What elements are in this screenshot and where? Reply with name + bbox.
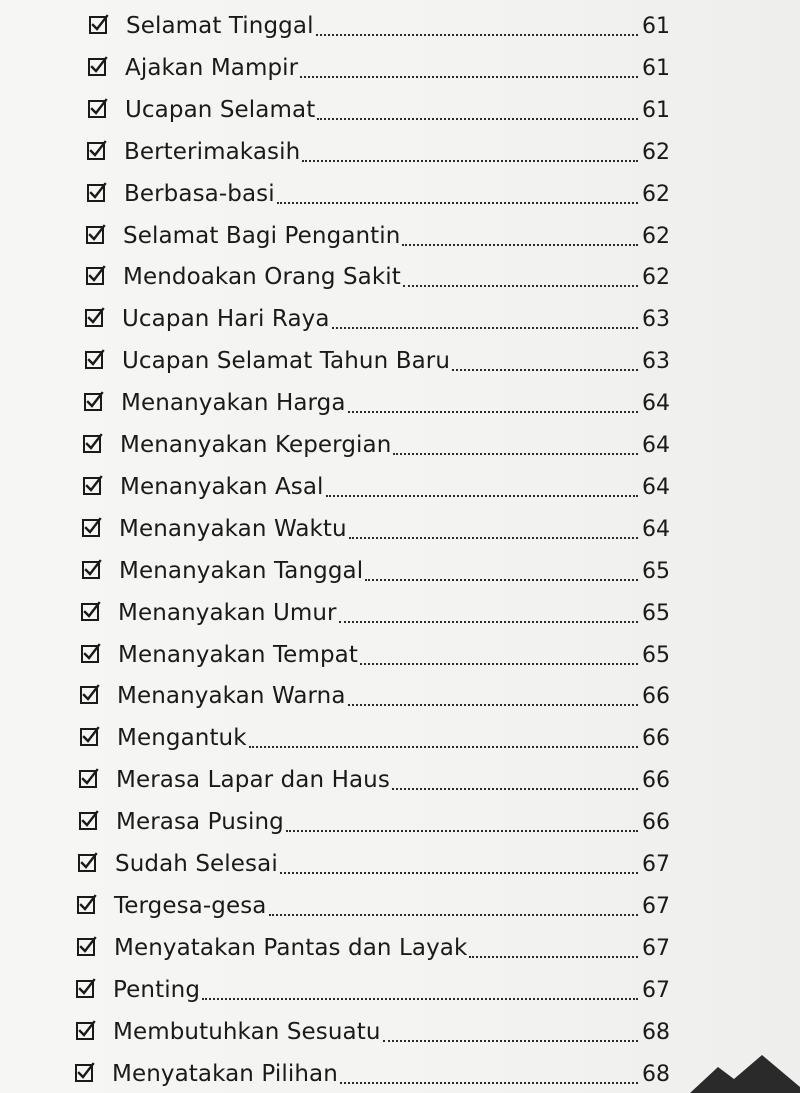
toc-entry <box>77 838 676 878</box>
toc-entry-page-number: 64 <box>642 391 670 417</box>
dot-leader <box>365 578 638 581</box>
toc-entry-title: Membutuhkan Sesuatu <box>113 1018 381 1045</box>
toc-entry-title: Ajakan Mampir <box>125 54 299 81</box>
toc-entry-page-number: 64 <box>642 433 670 458</box>
dot-leader <box>349 536 638 539</box>
checked-box-icon <box>84 307 106 329</box>
toc-entry-page-number: 62 <box>642 223 670 249</box>
checked-box-icon <box>79 726 101 748</box>
toc-entry-page-number: 62 <box>642 265 670 291</box>
toc-entry-page-number: 65 <box>642 642 670 668</box>
dot-leader <box>348 410 638 413</box>
toc-entry <box>88 0 676 40</box>
toc-entry-title: Selamat Tinggal <box>126 13 314 39</box>
dot-leader <box>402 243 638 246</box>
toc-entry-title: Selamat Bagi Pengantin <box>123 222 401 249</box>
dot-leader <box>302 159 638 162</box>
toc-entry-title: Menanyakan Asal <box>120 473 324 500</box>
toc-entry <box>78 754 676 794</box>
checked-box-icon <box>85 265 107 287</box>
toc-entry-title: Merasa Lapar dan Haus <box>116 767 390 794</box>
toc-entry <box>75 964 676 1004</box>
checked-box-icon <box>78 810 100 832</box>
toc-entry-page-number: 65 <box>642 558 670 584</box>
checked-box-icon <box>85 224 107 246</box>
dot-leader <box>392 787 638 790</box>
toc-entry-title: Mengantuk <box>117 725 247 752</box>
checked-box-icon <box>82 433 104 455</box>
checked-box-icon <box>86 182 108 204</box>
toc-entry-page-number: 62 <box>642 181 670 207</box>
checked-box-icon <box>75 1020 97 1042</box>
dot-leader <box>469 955 638 958</box>
toc-entry-title: Ucapan Hari Raya <box>122 306 330 333</box>
toc-entry <box>78 796 676 836</box>
toc-entry-page-number: 67 <box>642 977 670 1003</box>
toc-entry <box>76 922 676 962</box>
toc-entry-page-number: 63 <box>642 307 670 333</box>
toc-entry-page-number: 63 <box>642 349 670 375</box>
toc-entry <box>80 629 676 669</box>
toc-entry-page-number: 64 <box>642 516 670 542</box>
toc-entry-page-number: 64 <box>642 474 670 500</box>
toc-entry-page-number: 67 <box>642 893 670 919</box>
toc-entry <box>84 293 676 333</box>
toc-entry <box>82 419 676 459</box>
toc-entry-title: Ucapan Selamat Tahun Baru <box>122 348 451 375</box>
checked-box-icon <box>79 684 101 706</box>
toc-entry <box>80 587 676 627</box>
toc-entry <box>79 670 676 710</box>
checked-box-icon <box>80 643 102 665</box>
dot-leader <box>403 284 638 287</box>
toc-entry <box>87 84 676 124</box>
toc-entry-page-number: 66 <box>642 810 670 836</box>
toc-entry <box>79 712 676 752</box>
toc-entry-title: Menyatakan Pantas dan Layak <box>114 934 468 961</box>
toc-entry <box>81 503 676 543</box>
toc-entry-title: Ucapan Selamat <box>125 96 316 123</box>
toc-entry <box>76 880 676 920</box>
corner-decoration-shape <box>690 1053 800 1093</box>
toc-entry <box>75 1006 676 1046</box>
toc-entry-page-number: 67 <box>642 852 670 877</box>
dot-leader <box>249 745 638 748</box>
dot-leader <box>317 117 638 120</box>
toc-entry <box>84 335 676 375</box>
checked-box-icon <box>82 475 104 497</box>
toc-entry <box>82 461 676 501</box>
toc-entry-page-number: 65 <box>642 600 670 626</box>
toc-entry-page-number: 68 <box>642 1019 670 1045</box>
toc-entry <box>86 168 676 208</box>
toc-entry <box>85 210 676 250</box>
toc-entry-page-number: 66 <box>642 768 670 794</box>
dot-leader <box>300 75 638 78</box>
checked-box-icon <box>75 978 97 1000</box>
toc-entry-title: Menanyakan Kepergian <box>120 432 392 458</box>
toc-entry-page-number: 61 <box>642 97 670 123</box>
dot-leader <box>340 1081 638 1084</box>
toc-entry <box>83 377 676 417</box>
checked-box-icon <box>86 140 108 162</box>
dot-leader <box>277 201 638 204</box>
toc-entry-title: Sudah Selesai <box>115 851 278 877</box>
toc-entry-title: Menanyakan Umur <box>118 599 337 626</box>
toc-entry-title: Menyatakan Pilihan <box>112 1060 338 1087</box>
checked-box-icon <box>74 1062 96 1084</box>
dot-leader <box>269 913 639 916</box>
dot-leader <box>452 368 638 371</box>
checked-box-icon <box>76 936 98 958</box>
toc-entry-page-number: 68 <box>642 1061 670 1087</box>
checked-box-icon <box>81 517 103 539</box>
dot-leader <box>202 997 638 1000</box>
toc-entry <box>74 1048 676 1088</box>
dot-leader <box>326 494 638 497</box>
checked-box-icon <box>76 894 98 916</box>
toc-entry-title: Menanyakan Harga <box>121 390 346 417</box>
toc-entry-title: Penting <box>113 976 201 1003</box>
dot-leader <box>393 452 638 455</box>
toc-entry-title: Berterimakasih <box>124 138 301 165</box>
toc-entry-title: Tergesa-gesa <box>114 892 267 919</box>
toc-entry <box>81 545 676 585</box>
dot-leader <box>286 829 638 832</box>
checked-box-icon <box>81 559 103 581</box>
checked-box-icon <box>87 56 109 78</box>
toc-entry-page-number: 62 <box>642 139 670 165</box>
toc-entry-title: Menanyakan Tempat <box>118 641 358 668</box>
checked-box-icon <box>83 391 105 413</box>
checked-box-icon <box>84 349 106 371</box>
toc-entry-title: Menanyakan Warna <box>117 683 346 710</box>
checked-box-icon <box>80 601 102 623</box>
toc-entry-title: Menanyakan Waktu <box>119 515 347 542</box>
dot-leader <box>339 620 638 623</box>
toc-entry-title: Menanyakan Tanggal <box>119 557 364 584</box>
dot-leader <box>316 33 638 36</box>
toc-entry-title: Merasa Pusing <box>116 809 284 836</box>
toc-entry <box>85 251 676 291</box>
toc-entry-title: Mendoakan Orang Sakit <box>123 264 401 291</box>
dot-leader <box>348 703 638 706</box>
toc-entry <box>86 126 676 166</box>
checked-box-icon <box>87 98 109 120</box>
dot-leader <box>383 1039 638 1042</box>
toc-entry <box>87 42 676 82</box>
toc-entry-page-number: 66 <box>642 684 670 710</box>
dot-leader <box>332 326 638 329</box>
dot-leader <box>280 871 638 874</box>
dot-leader <box>360 662 638 665</box>
toc-entry-page-number: 61 <box>642 55 670 81</box>
toc-entry-page-number: 67 <box>642 935 670 961</box>
checked-box-icon <box>77 852 99 874</box>
toc-entry-page-number: 61 <box>642 14 670 39</box>
toc-entry-page-number: 66 <box>642 726 670 752</box>
checked-box-icon <box>88 14 110 36</box>
toc-entry-title: Berbasa-basi <box>124 180 275 207</box>
checked-box-icon <box>78 768 100 790</box>
